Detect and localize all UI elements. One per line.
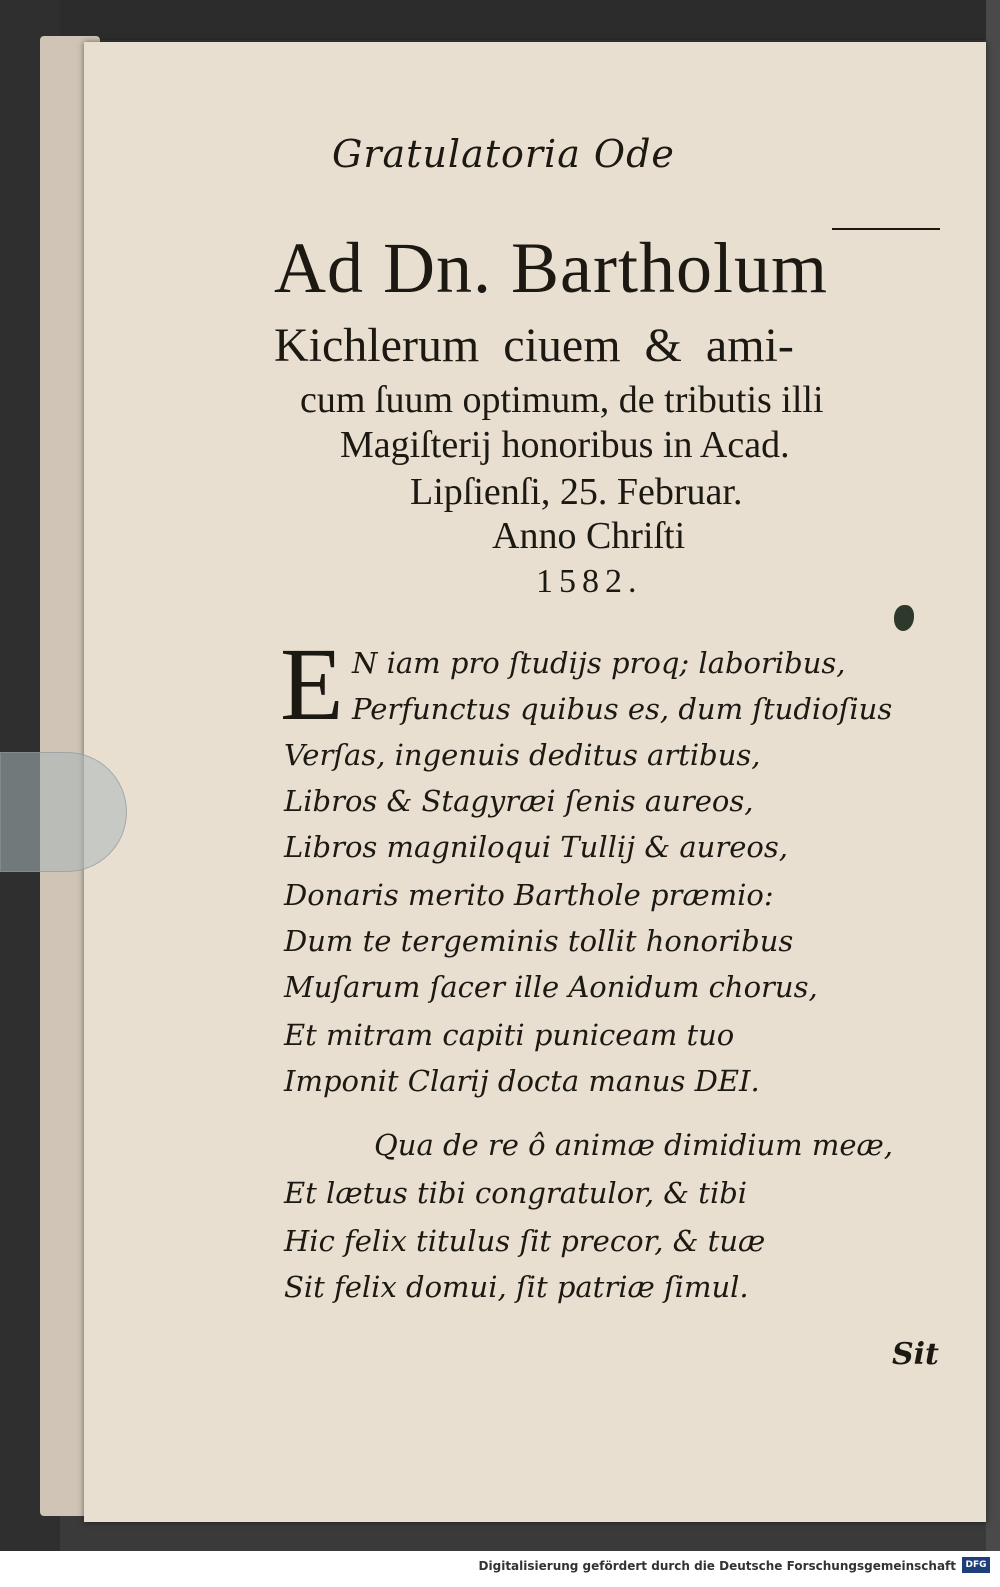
verse-line-11: Qua de re ô animæ dimidium meæ, <box>374 1128 894 1162</box>
scan-background-top <box>0 0 1000 40</box>
verse-line-3: Verſas, ingenuis deditus artibus, <box>284 738 761 772</box>
verse-line-10: Imponit Clarij docta manus DEI. <box>284 1064 760 1098</box>
dedication-title: Ad Dn. Bartholum <box>274 228 828 308</box>
verse-line-14: Sit felix domui, ſit patriæ ſimul. <box>284 1270 749 1304</box>
verse-line-2: Perfunctus quibus es, dum ſtudioſius <box>352 692 893 726</box>
verse-line-6: Donaris merito Barthole præmio: <box>284 878 774 912</box>
page-clip <box>0 752 127 872</box>
subtitle-line-1: Kichlerum ciuem & ami- <box>274 319 794 372</box>
subtitle-line-2: cum ſuum optimum, de tributis illi <box>300 379 824 421</box>
verse-line-5: Libros magniloqui Tullij & aureos, <box>284 830 788 864</box>
drop-cap: E <box>280 627 344 742</box>
ode-heading: Gratulatoria Ode <box>332 132 675 176</box>
footer-funding-note: Digitalisierung gefördert durch die Deutsche Forschungsgemeinschaft <box>478 1559 956 1573</box>
book-page <box>84 42 986 1522</box>
verse-line-7: Dum te tergeminis tollit honoribus <box>284 924 794 958</box>
subtitle-line-5: Anno Chriſti <box>492 515 686 557</box>
verse-line-13: Hic felix titulus ſit precor, & tuæ <box>284 1224 766 1258</box>
ink-stain <box>894 605 914 631</box>
title-rule <box>832 228 940 230</box>
verse-line-4: Libros & Stagyræi ſenis aureos, <box>284 784 754 818</box>
verse-line-1: N iam pro ſtudijs proq; laboribus, <box>352 646 846 680</box>
subtitle-line-4: Lipſienſi, 25. Februar. <box>410 471 743 513</box>
verse-line-12: Et lætus tibi congratulor, & tibi <box>284 1176 748 1210</box>
subtitle-line-3: Magiſterij honoribus in Acad. <box>340 424 790 466</box>
verse-line-8: Muſarum ſacer ille Aonidum chorus, <box>284 970 818 1004</box>
catchword: Sit <box>892 1337 939 1372</box>
verse-line-9: Et mitram capiti puniceam tuo <box>284 1018 735 1052</box>
dfg-logo: DFG <box>962 1557 990 1573</box>
subtitle-year: 1582. <box>536 563 643 600</box>
scan-background-right <box>986 0 1000 1587</box>
